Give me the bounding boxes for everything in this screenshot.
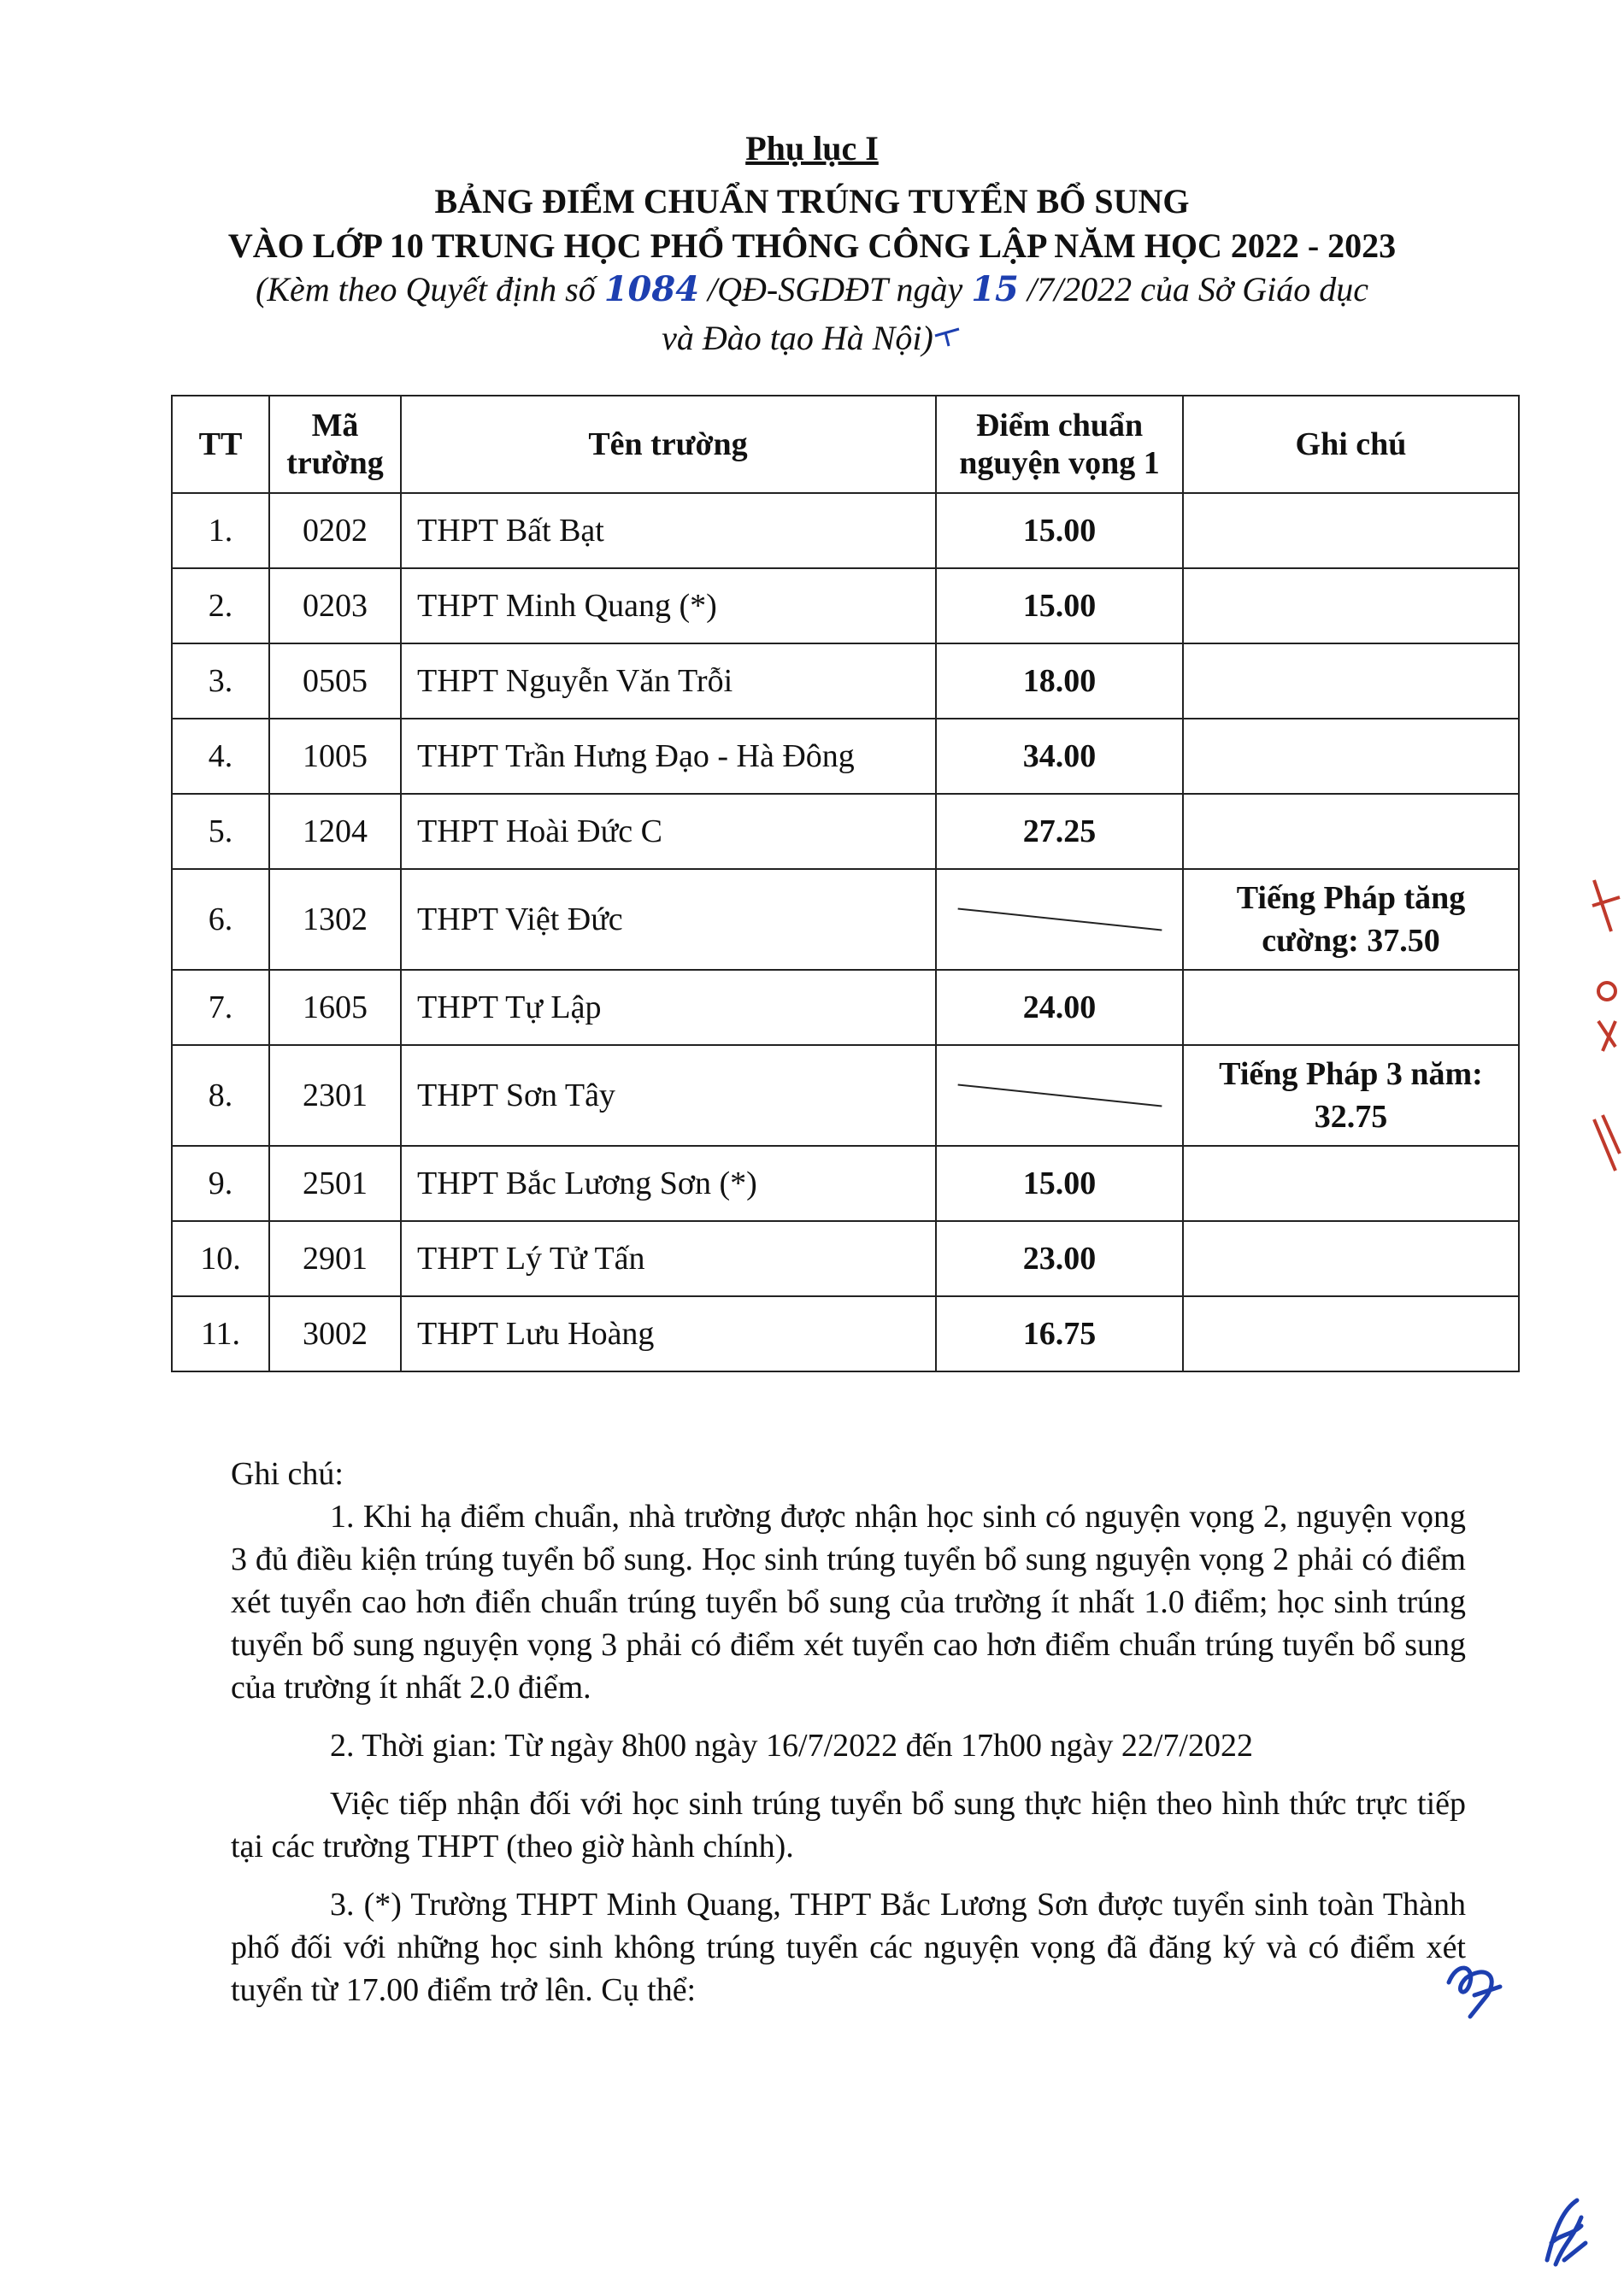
- row-code: 1204: [269, 794, 401, 869]
- row-tt: 6.: [172, 869, 269, 970]
- row-note: [1183, 1296, 1519, 1371]
- table-header-row: [172, 396, 1519, 493]
- table-row: [172, 493, 1519, 568]
- row-note: [1183, 719, 1519, 794]
- table-row: [172, 1146, 1519, 1221]
- row-tt: 3.: [172, 643, 269, 719]
- header-tt: TT: [172, 396, 269, 493]
- handwritten-initials-mark: [1440, 1957, 1509, 2025]
- handwritten-check-mark: [933, 324, 962, 349]
- row-school-name: THPT Sơn Tây: [401, 1045, 936, 1146]
- row-note: Tiếng Pháp 3 năm: 32.75: [1183, 1045, 1519, 1146]
- table-row: [172, 869, 1519, 970]
- row-school-name: THPT Lưu Hoàng: [401, 1296, 936, 1371]
- row-score: 18.00: [936, 643, 1183, 719]
- row-tt: 10.: [172, 1221, 269, 1296]
- row-school-name: THPT Minh Quang (*): [401, 568, 936, 643]
- table-row: [172, 1296, 1519, 1371]
- row-score-not-applicable: [936, 1045, 1183, 1146]
- table-row: [172, 970, 1519, 1045]
- strike-line: [957, 1083, 1162, 1107]
- row-tt: 8.: [172, 1045, 269, 1146]
- row-score: 24.00: [936, 970, 1183, 1045]
- reference-text-3: /7/2022 của Sở Giáo dục: [1018, 270, 1368, 308]
- row-school-name: THPT Hoài Đức C: [401, 794, 936, 869]
- decision-reference: [0, 269, 1624, 309]
- table-row: [172, 1045, 1519, 1146]
- row-code: 1302: [269, 869, 401, 970]
- row-code: 2501: [269, 1146, 401, 1221]
- row-school-name: THPT Việt Đức: [401, 869, 936, 970]
- strike-line: [957, 907, 1162, 931]
- row-school-name: THPT Lý Tử Tấn: [401, 1221, 936, 1296]
- reference-text-1: (Kèm theo Quyết định số: [256, 270, 604, 308]
- row-note: [1183, 1221, 1519, 1296]
- note-item-2-detail: Việc tiếp nhận đối với học sinh trúng tuyển bổ sung thực hiện theo hình thức trực tiếp tại các trường THPT (theo giờ hành chính).: [231, 1786, 1466, 1864]
- row-school-name: THPT Tự Lập: [401, 970, 936, 1045]
- row-code: 2301: [269, 1045, 401, 1146]
- row-score: 15.00: [936, 1146, 1183, 1221]
- row-tt: 11.: [172, 1296, 269, 1371]
- appendix-title: Phụ lục I: [745, 129, 879, 167]
- table-row: [172, 1221, 1519, 1296]
- header-score: Điểm chuẩn nguyện vọng 1: [936, 396, 1183, 493]
- note-item-3: 3. (*) Trường THPT Minh Quang, THPT Bắc Lương Sơn được tuyển sinh toàn Thành phố đối với những học sinh không trúng tuyển các nguyện vọng đã đăng ký và có điểm xét tuyển từ 17.00 điểm trở lên. Cụ thể:: [231, 1887, 1466, 2008]
- row-school-name: THPT Bắc Lương Sơn (*): [401, 1146, 936, 1221]
- row-note: [1183, 568, 1519, 643]
- row-score: 34.00: [936, 719, 1183, 794]
- handwritten-day: 15: [971, 269, 1019, 309]
- reference-text-2: /QĐ-SGDĐT ngày: [699, 270, 972, 308]
- row-score: 15.00: [936, 493, 1183, 568]
- decision-reference-line2: [0, 318, 1624, 358]
- row-note: [1183, 493, 1519, 568]
- row-code: 0203: [269, 568, 401, 643]
- row-code: 1605: [269, 970, 401, 1045]
- scores-table: [171, 395, 1520, 1372]
- header-school-name: Tên trường: [401, 396, 936, 493]
- row-note: [1183, 970, 1519, 1045]
- note-item-2: 2. Thời gian: Từ ngày 8h00 ngày 16/7/2022 đến 17h00 ngày 22/7/2022: [330, 1728, 1253, 1764]
- table-row: [172, 643, 1519, 719]
- notes-heading: Ghi chú:: [231, 1456, 344, 1492]
- row-code: 1005: [269, 719, 401, 794]
- row-score: 23.00: [936, 1221, 1183, 1296]
- table-row: [172, 794, 1519, 869]
- row-school-name: THPT Trần Hưng Đạo - Hà Đông: [401, 719, 936, 794]
- document-title-line2: VÀO LỚP 10 TRUNG HỌC PHỔ THÔNG CÔNG LẬP NĂM HỌC 2022 - 2023: [227, 226, 1397, 265]
- row-score: 16.75: [936, 1296, 1183, 1371]
- row-note: [1183, 643, 1519, 719]
- header-note: Ghi chú: [1183, 396, 1519, 493]
- row-code: 0505: [269, 643, 401, 719]
- note-item-1: 1. Khi hạ điểm chuẩn, nhà trường được nhận học sinh có nguyện vọng 2, nguyện vọng 3 đủ điều kiện trúng tuyển bổ sung. Học sinh trúng tuyển bổ sung nguyện vọng 2 phải có điểm xét tuyển cao hơn điển chuẩn trúng tuyển bổ sung của trường ít nhất 1.0 điểm; học sinh trúng tuyển bổ sung nguyện vọng 3 phải có điểm xét tuyển cao hơn điểm chuẩn trúng tuyển bổ sung của trường ít nhất 2.0 điểm.: [231, 1499, 1466, 1706]
- row-note: [1183, 1146, 1519, 1221]
- row-code: 2901: [269, 1221, 401, 1296]
- row-code: 0202: [269, 493, 401, 568]
- row-score: 27.25: [936, 794, 1183, 869]
- red-stamp-edge-mark: [1586, 872, 1624, 1179]
- table-row: [172, 568, 1519, 643]
- header-school-code: Mã trường: [269, 396, 401, 493]
- row-tt: 1.: [172, 493, 269, 568]
- table-row: [172, 719, 1519, 794]
- handwritten-signature-scribble: [1539, 2192, 1590, 2269]
- document-title-line1: BẢNG ĐIỂM CHUẨN TRÚNG TUYỂN BỔ SUNG: [434, 182, 1190, 220]
- reference-text-4: và Đào tạo Hà Nội): [662, 319, 933, 357]
- row-tt: 2.: [172, 568, 269, 643]
- row-score: 15.00: [936, 568, 1183, 643]
- row-note: [1183, 794, 1519, 869]
- row-tt: 5.: [172, 794, 269, 869]
- handwritten-decision-number: 1084: [603, 269, 700, 309]
- row-note: Tiếng Pháp tăng cường: 37.50: [1183, 869, 1519, 970]
- row-school-name: THPT Bất Bạt: [401, 493, 936, 568]
- row-code: 3002: [269, 1296, 401, 1371]
- row-tt: 7.: [172, 970, 269, 1045]
- notes-section: [231, 1453, 1466, 2011]
- row-tt: 4.: [172, 719, 269, 794]
- row-school-name: THPT Nguyễn Văn Trỗi: [401, 643, 936, 719]
- row-tt: 9.: [172, 1146, 269, 1221]
- row-score-not-applicable: [936, 869, 1183, 970]
